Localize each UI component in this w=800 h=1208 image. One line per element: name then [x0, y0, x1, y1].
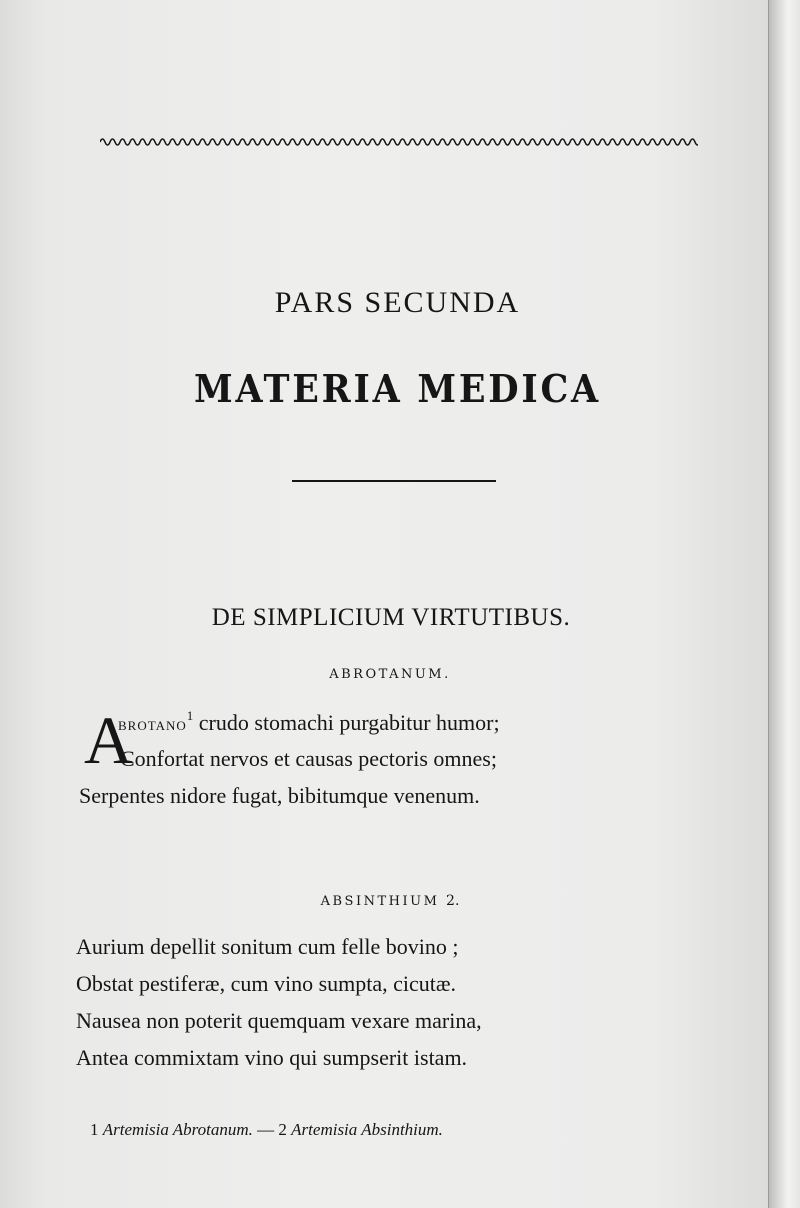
footnote-separator: — — [252, 1120, 279, 1139]
entry-heading-absinthium — [0, 893, 780, 909]
title-rule — [292, 480, 496, 482]
verse-line: Serpentes nidore fugat, bibitumque venenum. — [79, 783, 480, 808]
verse-line: Confortat nervos et causas pectoris omnes; — [120, 746, 497, 771]
main-title: MATERIA MEDICA — [194, 366, 601, 411]
footnote-text: Artemisia Absinthium. — [291, 1120, 443, 1139]
entry-heading-abrotanum: ABROTANUM. — [329, 667, 451, 682]
verse-line: Aurium depellit sonitum cum felle bovino ; — [76, 934, 459, 959]
part-title: PARS SECUNDA — [274, 286, 521, 319]
first-word-rest: BROTANO — [118, 718, 187, 733]
footnote-number: 1 — [90, 1120, 99, 1139]
verse-line: Nausea non poterit quemquam vexare marina, — [76, 1008, 482, 1033]
heading-text: ABSINTHIUM — [320, 894, 440, 909]
verse-text: crudo stomachi purgabitur humor; — [193, 710, 500, 735]
verse-line: Antea commixtam vino qui sumpserit istam. — [76, 1045, 468, 1070]
section-title: DE SIMPLICIUM VIRTUTIBUS. — [211, 604, 571, 631]
verse-line — [118, 710, 500, 736]
footnote-ref: 1 — [186, 708, 194, 723]
footnote-text: Artemisia Abrotanum. — [102, 1120, 253, 1139]
decorative-wavy-rule — [100, 128, 698, 156]
verse-line: Obstat pestiferæ, cum vino sumpta, cicutæ. — [76, 971, 457, 996]
footnote-number: 2 — [278, 1120, 287, 1139]
footnotes — [90, 1120, 443, 1140]
drop-cap: A — [84, 702, 134, 778]
footnote-ref: 2. — [446, 893, 460, 909]
